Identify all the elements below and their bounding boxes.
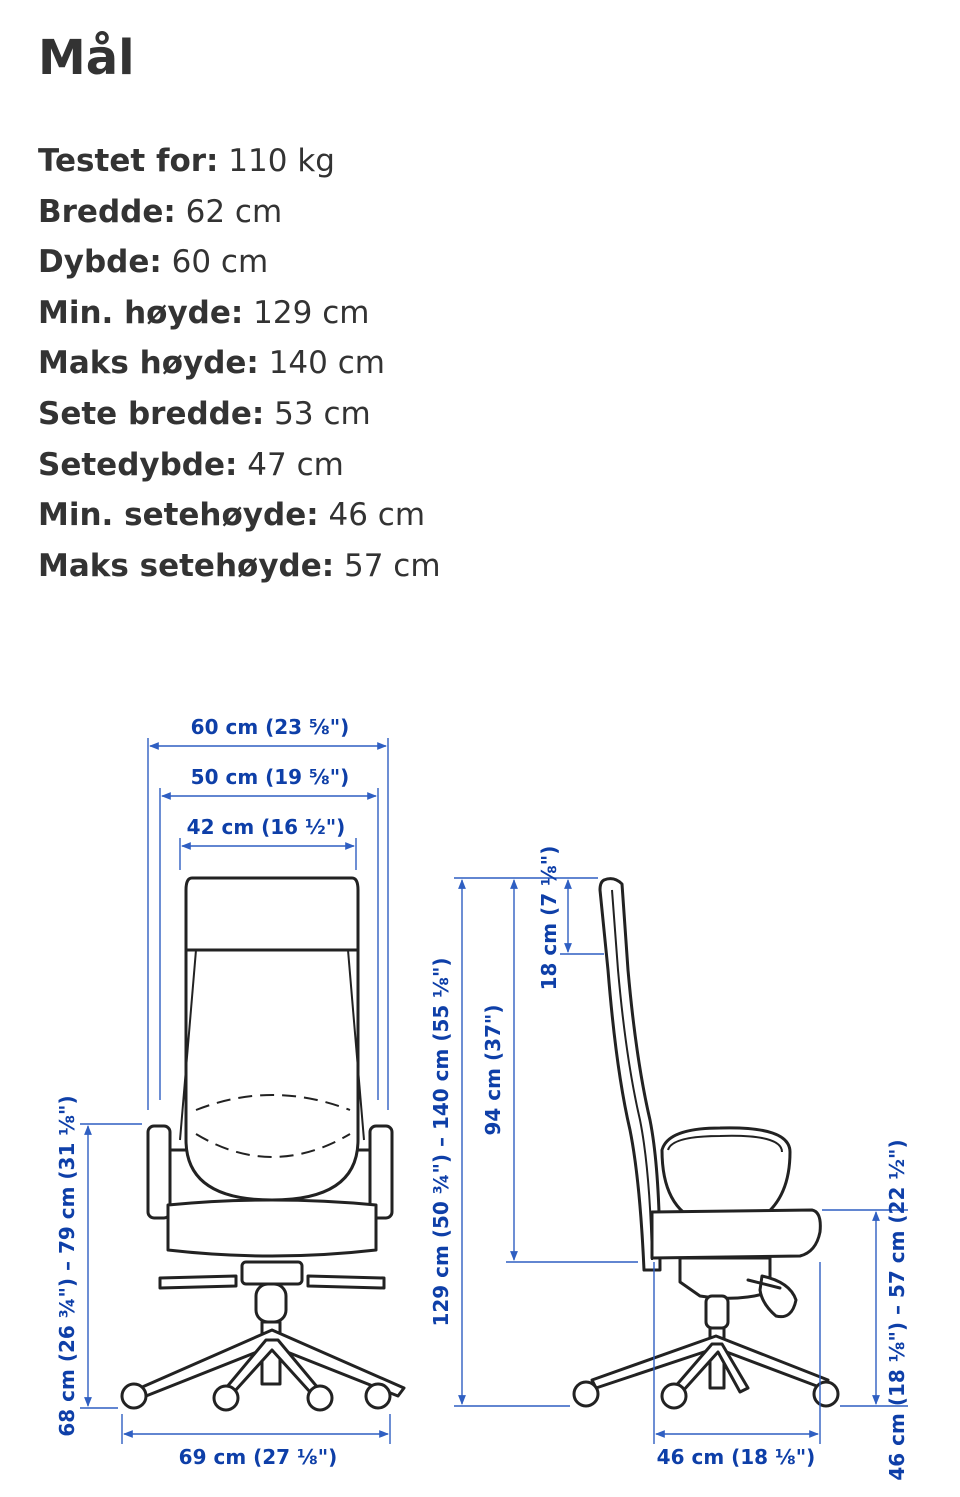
spec-value: 57 cm <box>344 547 441 584</box>
spec-label: Maks høyde: <box>38 345 259 382</box>
spec-value: 47 cm <box>247 446 344 483</box>
front-view-chair-icon <box>122 878 404 1410</box>
side-view-chair-icon <box>574 879 838 1408</box>
dim-label: 46 cm (18 ⅛") – 57 cm (22 ½") <box>885 1139 909 1481</box>
spec-label: Testet for: <box>38 143 219 179</box>
spec-value: 110 kg <box>228 143 335 179</box>
dim-front-back-width <box>180 815 356 870</box>
spec-value: 62 cm <box>185 193 283 230</box>
spec-label: Min. høyde: <box>38 294 244 331</box>
spec-value: 129 cm <box>253 294 370 331</box>
dim-side-headrest-height <box>537 846 604 991</box>
spec-value: 60 cm <box>171 244 269 281</box>
spec-label: Bredde: <box>38 193 176 230</box>
dim-label: 94 cm (37") <box>481 1004 505 1136</box>
spec-value: 53 cm <box>274 395 371 432</box>
dim-label: 68 cm (26 ¾") – 79 cm (31 ⅛") <box>55 1095 79 1437</box>
dim-side-seat-height <box>822 1139 909 1480</box>
spec-value: 140 cm <box>268 345 385 382</box>
dim-label: 69 cm (27 ⅛") <box>178 1445 338 1469</box>
spec-label: Dybde: <box>38 244 162 281</box>
spec-label: Maks setehøyde: <box>38 547 335 584</box>
dim-label: 42 cm (16 ½") <box>186 815 346 839</box>
spec-label: Setedybde: <box>38 446 238 483</box>
dim-front-base-width <box>122 1414 390 1469</box>
page-title: Mål <box>38 30 135 86</box>
spec-label: Sete bredde: <box>38 395 265 432</box>
dim-label: 18 cm (7 ⅛") <box>537 845 561 991</box>
dim-label: 46 cm (18 ⅛") <box>656 1445 816 1469</box>
spec-value: 46 cm <box>328 497 426 534</box>
dim-label: 60 cm (23 ⅝") <box>190 715 350 739</box>
dim-label: 50 cm (19 ⅝") <box>190 765 350 789</box>
dim-label: 129 cm (50 ¾") – 140 cm (55 ⅛") <box>429 957 453 1327</box>
spec-label: Min. setehøyde: <box>38 497 319 534</box>
